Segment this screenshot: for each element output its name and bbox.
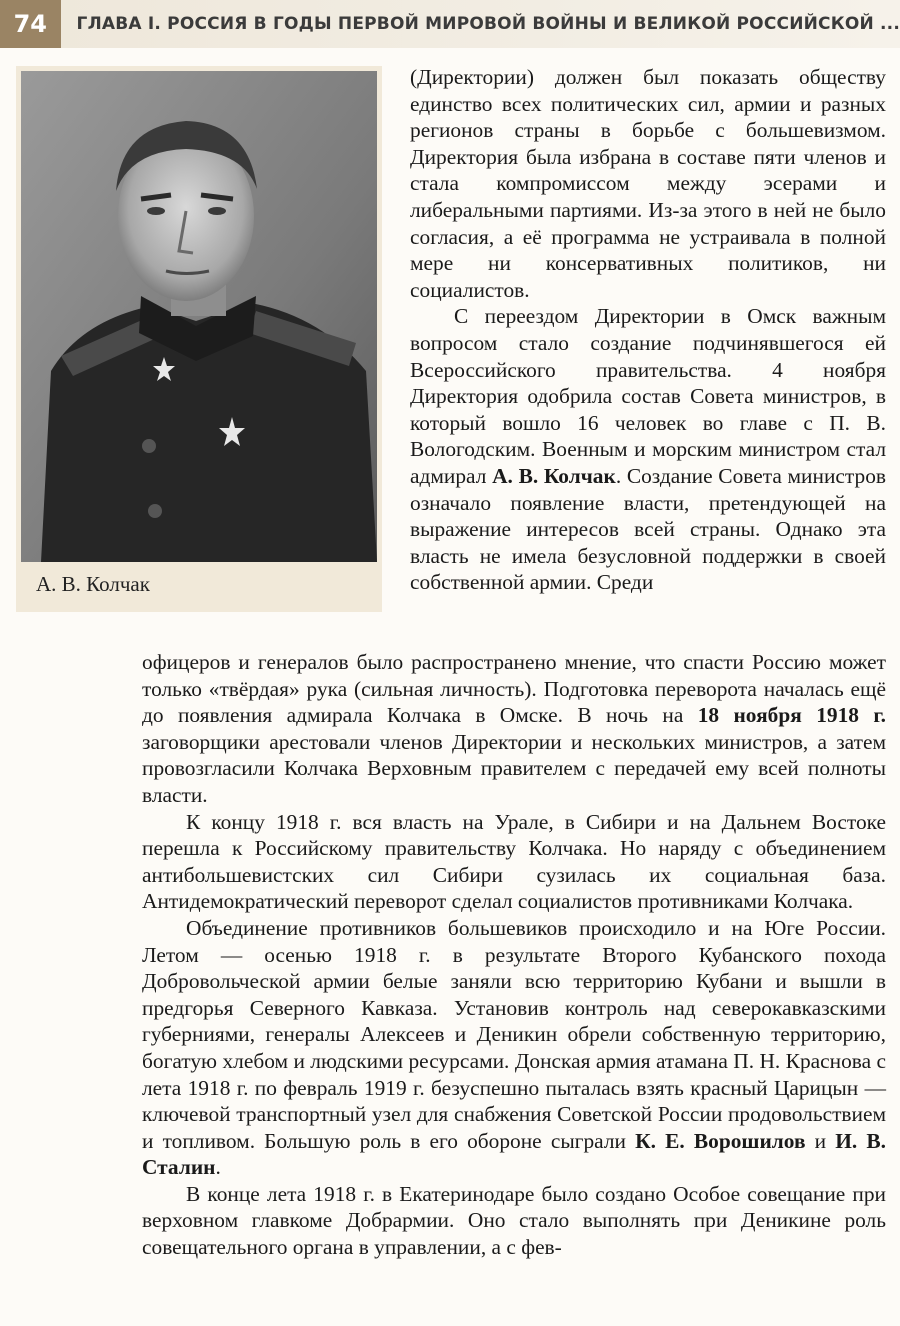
bold-stalin: И. В. Сталин [142, 1128, 886, 1180]
chapter-title: ГЛАВА I. РОССИЯ В ГОДЫ ПЕРВОЙ МИРОВОЙ ВОЙНЫ И ВЕЛИКОЙ РОССИЙСКОЙ ... [76, 14, 900, 34]
text-column-full [142, 649, 886, 1261]
paragraph-special-meeting: В конце лета 1918 г. в Екатеринодаре было создано Особое совещание при верховном главкоме Добрармии. Оно стало выполнять при Деникине роль совещательного органа в управлении, а с фев- [142, 1181, 886, 1260]
paragraph-south: Объединение противников большевиков происходило и на Юге России. Летом — осенью 1918 г. в результате Второго Кубанского похода Добровольческой армии белые заняли всю территорию Кубани и вышли в предгорья Северного Кавказа. Установив контроль над северокавказскими губерниями, генералы Алексеев и Деникин обрели собственную территорию, богатую хлебом и людскими ресурсами. Донская армия атамана П. Н. Краснова с лета 1918 г. по февраль 1919 г. безуспешно пыталась взять красный Царицын — ключевой транспортный узел для снабжения Советской России продовольствием и топливом. Большую роль в его обороне сыграли К. Е. Ворошилов и И. В. Сталин. [142, 915, 886, 1180]
text-column-right [410, 64, 886, 596]
bold-date: 18 ноября 1918 г. [697, 703, 886, 728]
paragraph-coup: офицеров и генералов было распространено мнение, что спасти Россию может только «твёрдая» рука (сильная личность). Подготовка переворота началась ещё до появления адмирала Колчака в Омске. В ночь на 18 ноября 1918 г. заговорщики арестовали членов Директории и нескольких министров, а затем провозгласили Колчака Верховным правителем с передачей ему всей полноты власти. [142, 650, 886, 807]
page-header [0, 0, 900, 48]
figure-caption: А. В. Колчак [36, 572, 150, 596]
bold-voroshilov: К. Е. Ворошилов [635, 1128, 806, 1153]
portrait-figure [16, 66, 382, 612]
page-number: 74 [0, 0, 61, 48]
kolchak-portrait-photo [21, 71, 377, 562]
paragraph-omsk: С переездом Директории в Омск важным вопросом стало создание подчинявшегося ей Всероссийского правительства. 4 ноября Директория одобрила состав Совета министров, в который вошло 16 человек во главе с П. В. Вологодским. Военным и морским министром стал адмирал А. В. Колчак. Создание Совета министров означало появление власти, претендующей на выражение интересов всей страны. Однако эта власть не имела безусловной поддержки в своей собственной армии. Среди [410, 304, 886, 595]
paragraph-directory: (Директории) должен был показать обществу единство всех политических сил, армии и разных регионов страны в борьбе с большевизмом. Директория была избрана в составе пяти членов и стала компромиссом между эсерами и либеральными партиями. Из-за этого в ней не было согласия, а её программа не устраивала в полной мере ни консервативных политиков, ни социалистов. [410, 65, 886, 302]
paragraph-siberia: К концу 1918 г. вся власть на Урале, в Сибири и на Дальнем Востоке перешла к Российскому правительству Колчака. Но наряду с объединением антибольшевистских сил Сибири сузилась их социальная база. Антидемократический переворот сделал социалистов противниками Колчака. [142, 809, 886, 914]
bold-kolchak: А. В. Колчак [492, 463, 616, 488]
